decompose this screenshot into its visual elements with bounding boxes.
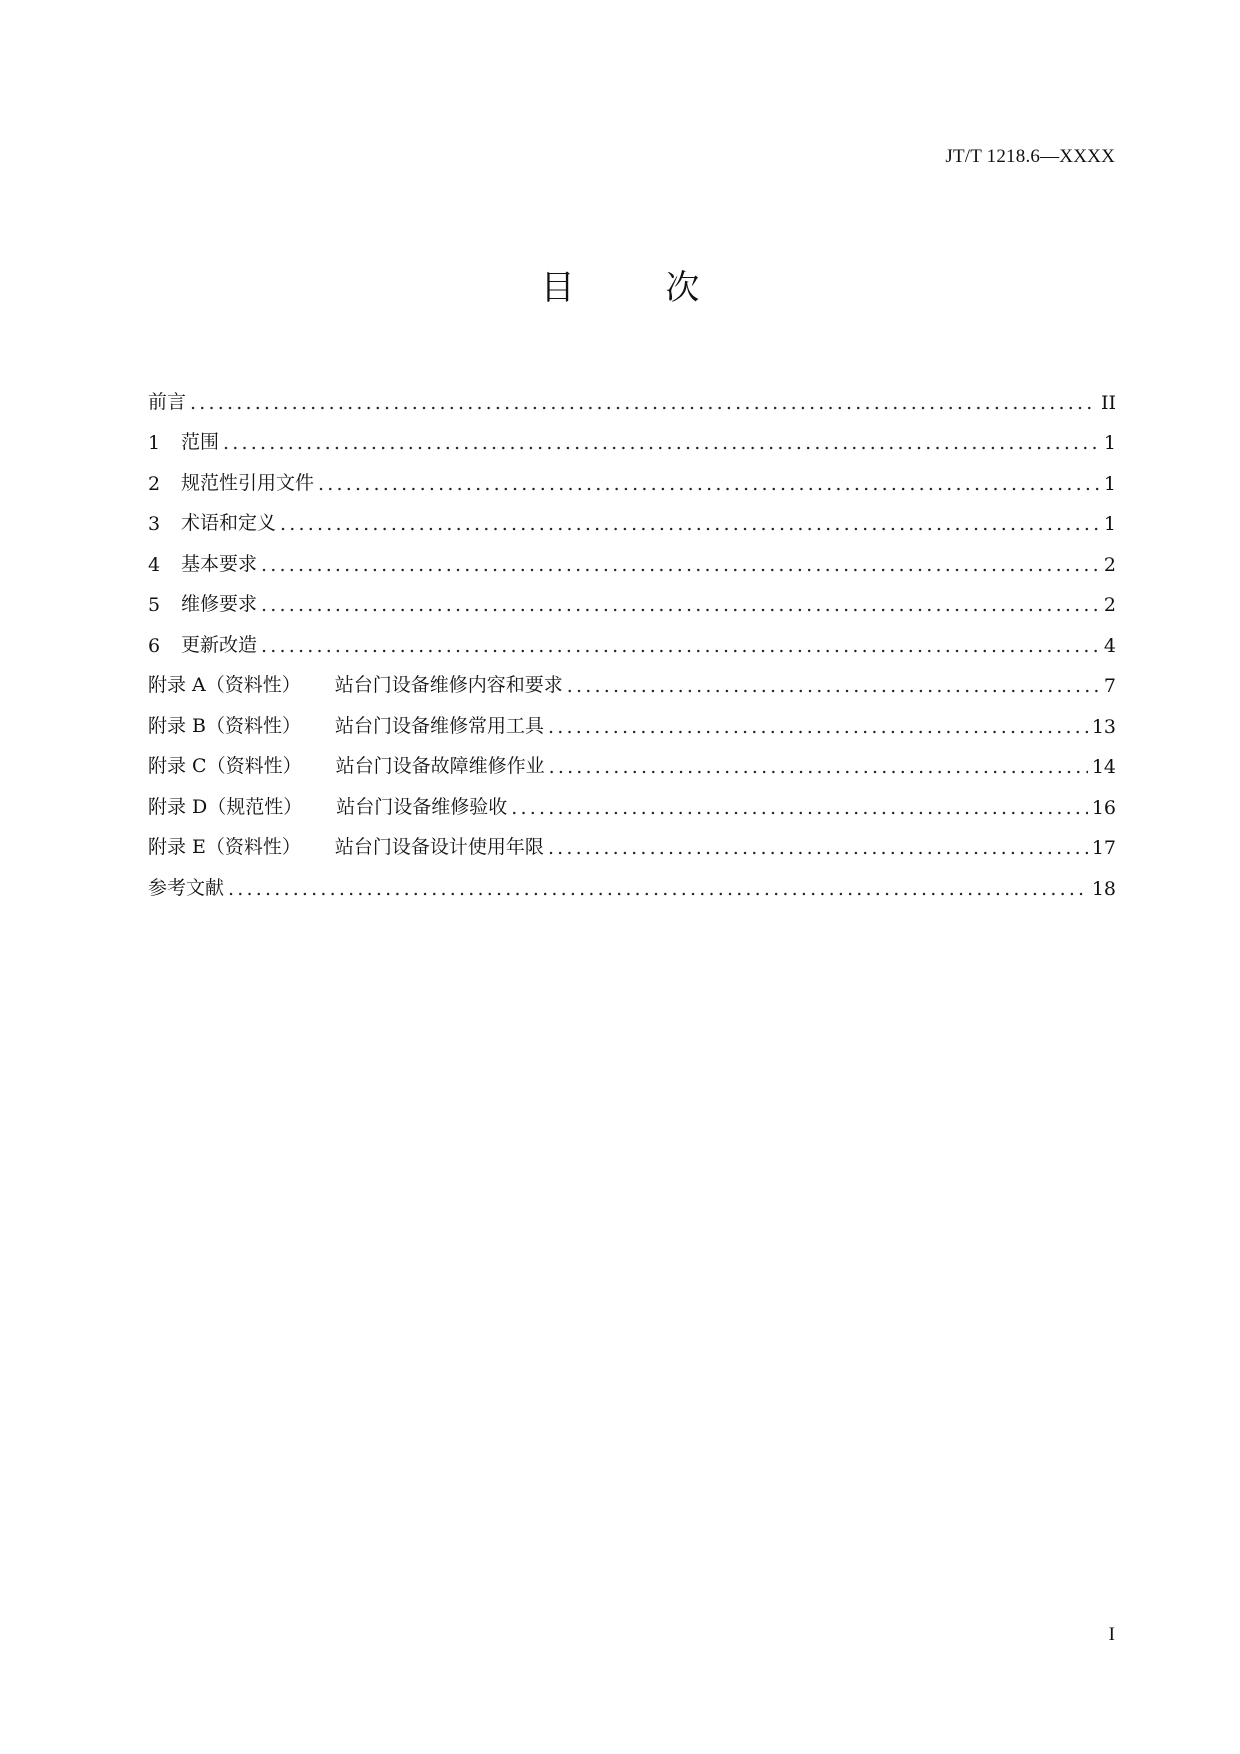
toc-leader-dots — [228, 878, 1088, 900]
toc-entry-label: 规范性引用文件 — [181, 471, 315, 494]
toc-leader-dots — [548, 837, 1088, 859]
toc-entry-label: 维修要求 — [181, 593, 258, 615]
toc-entry-appendix-c[interactable] — [148, 738, 1116, 779]
toc-entry-label: 站台门设备维修验收 — [336, 795, 508, 818]
toc-entry-section-1[interactable] — [148, 414, 1116, 455]
table-of-contents — [148, 373, 1116, 900]
toc-entry-section-6[interactable] — [148, 616, 1116, 657]
toc-entry-number: 2 — [148, 472, 161, 495]
toc-entry-page: 2 — [1103, 594, 1116, 616]
toc-entry-appendix-e[interactable] — [148, 819, 1116, 860]
toc-entry-appendix-b[interactable] — [148, 697, 1116, 738]
toc-entry-section-5[interactable] — [148, 576, 1116, 617]
toc-leader-dots — [261, 554, 1100, 576]
toc-entry-section-2[interactable] — [148, 454, 1116, 495]
toc-leader-dots — [548, 716, 1088, 738]
toc-appendix-id: 附录 A（资料性） — [148, 674, 301, 696]
toc-entry-page: 7 — [1103, 675, 1116, 697]
toc-leader-dots — [223, 432, 1100, 454]
toc-entry-number: 1 — [148, 432, 161, 454]
toc-entry-appendix-d[interactable] — [148, 778, 1116, 819]
toc-entry-number: 5 — [148, 594, 161, 616]
toc-leader-dots — [190, 392, 1097, 414]
toc-entry-page: 1 — [1103, 472, 1116, 495]
toc-entry-page: 4 — [1103, 634, 1116, 657]
toc-appendix-id: 附录 E（资料性） — [148, 836, 301, 858]
toc-entry-label: 术语和定义 — [181, 512, 277, 534]
toc-entry-label: 前言 — [148, 390, 187, 413]
toc-leader-dots — [567, 675, 1100, 697]
toc-entry-section-3[interactable] — [148, 495, 1116, 536]
toc-leader-dots — [549, 756, 1088, 778]
toc-entry-label: 站台门设备故障维修作业 — [335, 755, 545, 777]
toc-entry-page: 2 — [1103, 553, 1116, 576]
toc-entry-label: 参考文献 — [148, 876, 225, 899]
toc-entry-label: 站台门设备维修内容和要求 — [334, 674, 563, 696]
toc-entry-label: 站台门设备设计使用年限 — [334, 836, 544, 858]
toc-entry-label: 更新改造 — [181, 633, 258, 656]
toc-entry-page: 16 — [1091, 796, 1116, 819]
standard-code: JT/T 1218.6—XXXX — [945, 146, 1115, 167]
toc-leader-dots — [261, 635, 1100, 657]
toc-entry-page: II — [1100, 391, 1116, 414]
toc-appendix-id: 附录 D（规范性） — [148, 795, 303, 818]
toc-leader-dots — [280, 513, 1100, 535]
toc-appendix-id: 附录 C（资料性） — [148, 755, 302, 777]
toc-entry-label: 范围 — [181, 431, 220, 453]
toc-entry-number: 3 — [148, 513, 161, 535]
toc-entry-references[interactable] — [148, 859, 1116, 900]
toc-entry-label: 基本要求 — [181, 552, 258, 575]
toc-leader-dots — [511, 797, 1088, 819]
toc-appendix-id: 附录 B（资料性） — [148, 714, 302, 737]
toc-entry-page: 1 — [1103, 513, 1116, 535]
page-number: I — [1108, 1624, 1115, 1645]
toc-entry-page: 14 — [1091, 756, 1116, 778]
toc-entry-number: 4 — [148, 553, 161, 576]
toc-entry-page: 13 — [1091, 715, 1116, 738]
toc-entry-number: 6 — [148, 634, 161, 657]
toc-entry-page: 18 — [1091, 877, 1116, 900]
toc-entry-appendix-a[interactable] — [148, 657, 1116, 698]
toc-entry-page: 1 — [1103, 432, 1116, 454]
toc-entry-foreword[interactable] — [148, 373, 1116, 414]
page-title: 目 次 — [540, 268, 740, 308]
toc-entry-page: 17 — [1091, 837, 1116, 859]
toc-leader-dots — [318, 473, 1100, 495]
toc-entry-label: 站台门设备维修常用工具 — [335, 714, 545, 737]
toc-leader-dots — [261, 594, 1100, 616]
toc-entry-section-4[interactable] — [148, 535, 1116, 576]
